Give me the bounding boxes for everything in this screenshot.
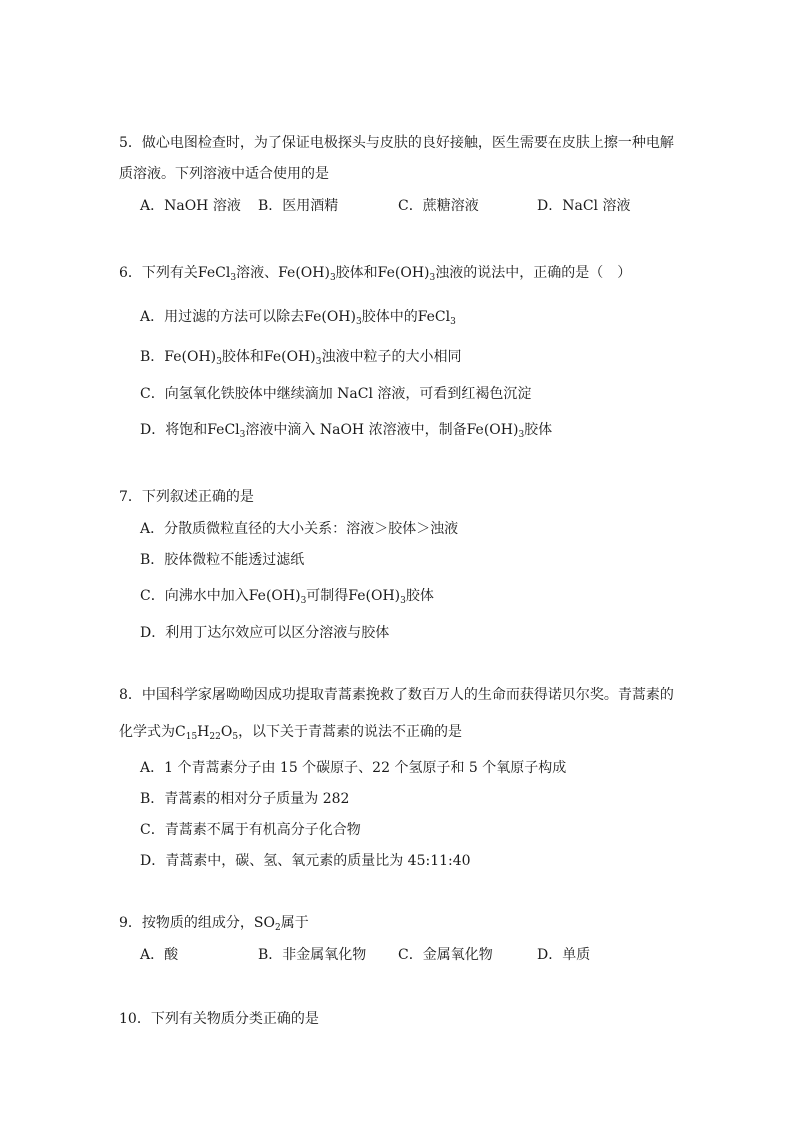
q6-option-b: B．$Fe(OH)_3$胶体和$Fe(OH)_3$浊液中粒子的大小相同 [140,349,462,367]
q7-option-c: C．向沸水中加入$Fe(OH)_3$可制得$Fe(OH)_3$胶体 [140,588,434,606]
q10-stem: 10．下列有关物质分类正确的是 [119,1011,319,1027]
formula-fecl3: FeCl$_3$ [197,265,237,283]
q5-stem-line2: 质溶液。下列溶液中适合使用的是 [119,166,329,182]
q8-option-d: D．青蒿素中，碳、氢、氧元素的质量比为 45:11:40 [140,853,471,869]
q5-option-a: A．NaOH 溶液 [140,198,241,214]
q6-option-d: D．将饱和FeCl$_3$溶液中滴入 NaOH 浓溶液中，制备$Fe(OH)_3$胶体 [140,422,553,440]
q7-option-a: A．分散质微粒直径的大小关系：溶液＞胶体＞浊液 [140,521,459,537]
q8-option-c: C．青蒿素不属于有机高分子化合物 [140,822,361,838]
q7-stem: 7．下列叙述正确的是 [119,489,254,505]
q8-option-b: B．青蒿素的相对分子质量为 282 [140,791,350,807]
q9-option-d: D．单质 [537,947,591,963]
q6-option-c: C．向氢氧化铁胶体中继续滴加 NaCl 溶液，可看到红褐色沉淀 [140,386,532,402]
formula-feoh3: $Fe(OH)_3$ [278,265,336,283]
formula-artemisinin: $C_{15}H_{22}O_5$ [175,724,239,742]
q5-option-c: C．蔗糖溶液 [398,198,479,214]
q6-stem-text: 6．下列有关 [119,265,198,281]
q8-stem-line1: 8．中国科学家屠呦呦因成功提取青蒿素挽救了数百万人的生命而获得诺贝尔奖。青蒿素的 [119,687,674,703]
q9-stem: 9．按物质的组成分，$SO_2$属于 [119,915,309,933]
q5-option-d: D．NaCl 溶液 [537,198,631,214]
q9-option-a: A．酸 [140,947,179,963]
q6-stem: 6．下列有关FeCl$_3$溶液、$Fe(OH)_3$胶体和$Fe(OH)_3$浊液的说法中，正确的是（ ） [119,265,632,283]
q8-option-a: A．1 个青蒿素分子由 15 个碳原子、22 个氢原子和 5 个氧原子构成 [140,760,567,776]
q8-stem-line2: 化学式为$C_{15}H_{22}O_5$，以下关于青蒿素的说法不正确的是 [119,724,463,742]
q7-option-d: D．利用丁达尔效应可以区分溶液与胶体 [140,625,390,641]
q5-option-b: B．医用酒精 [258,198,339,214]
q9-option-b: B．非金属氧化物 [258,947,367,963]
q5-stem-line1: 5．做心电图检查时，为了保证电极探头与皮肤的良好接触，医生需要在皮肤上擦一种电解 [119,135,674,151]
q7-option-b: B．胶体微粒不能透过滤纸 [140,552,305,568]
q9-option-c: C．金属氧化物 [398,947,493,963]
formula-feoh3: $Fe(OH)_3$ [377,265,436,283]
q6-option-a: A．用过滤的方法可以除去$Fe(OH)_3$胶体中的FeCl$_3$ [140,309,456,327]
